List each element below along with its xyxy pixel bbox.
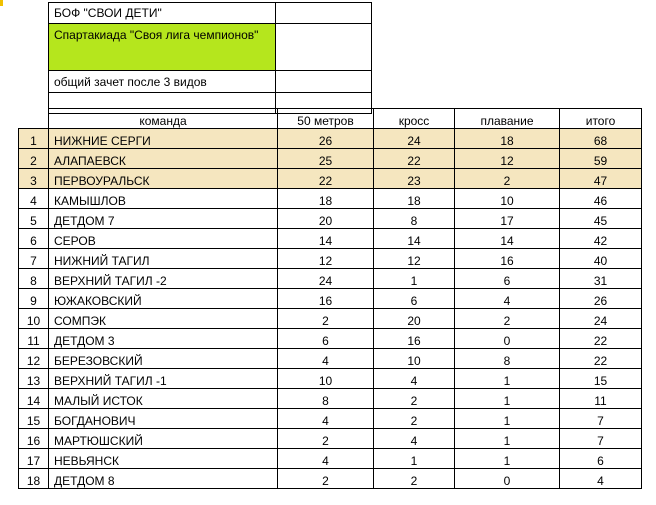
swim-cell[interactable]: 1 (455, 389, 560, 409)
team-cell[interactable]: НИЖНИЙ ТАГИЛ (49, 249, 278, 269)
standings-subtitle[interactable]: общий зачет после 3 видов (49, 71, 276, 93)
team-cell[interactable]: ВЕРХНИЙ ТАГИЛ -2 (49, 269, 278, 289)
team-cell[interactable]: ЮЖАКОВСКИЙ (49, 289, 278, 309)
header-block (48, 2, 372, 114)
cross-cell[interactable]: 24 (374, 129, 455, 149)
swim-cell[interactable]: 1 (455, 369, 560, 389)
m50-cell[interactable]: 10 (278, 369, 374, 389)
swim-column-header[interactable]: плавание (455, 109, 560, 129)
empty-cell[interactable] (276, 24, 372, 71)
event-title[interactable]: Спартакиада "Своя лига чемпионов" (49, 24, 276, 71)
cross-cell[interactable]: 4 (374, 369, 455, 389)
cross-cell[interactable]: 12 (374, 249, 455, 269)
total-cell[interactable]: 22 (560, 349, 642, 369)
rank-cell[interactable]: 10 (19, 309, 49, 329)
table-row (19, 389, 642, 409)
rank-cell[interactable]: 16 (19, 429, 49, 449)
rank-cell[interactable]: 17 (19, 449, 49, 469)
m50-cell[interactable]: 2 (278, 469, 374, 489)
team-cell[interactable]: БЕРЕЗОВСКИЙ (49, 349, 278, 369)
team-cell[interactable]: СОМПЭК (49, 309, 278, 329)
swim-cell[interactable]: 14 (455, 229, 560, 249)
m50-cell[interactable]: 22 (278, 169, 374, 189)
rank-cell[interactable]: 14 (19, 389, 49, 409)
total-cell[interactable]: 68 (560, 129, 642, 149)
rank-cell[interactable]: 12 (19, 349, 49, 369)
table-row (19, 309, 642, 329)
total-cell[interactable]: 26 (560, 289, 642, 309)
m50-cell[interactable]: 2 (278, 309, 374, 329)
swim-cell[interactable]: 1 (455, 409, 560, 429)
team-cell[interactable]: ПЕРВОУРАЛЬСК (49, 169, 278, 189)
m50-cell[interactable]: 20 (278, 209, 374, 229)
cross-cell[interactable]: 2 (374, 469, 455, 489)
cross-cell[interactable]: 1 (374, 449, 455, 469)
swim-cell[interactable]: 12 (455, 149, 560, 169)
swim-cell[interactable]: 0 (455, 469, 560, 489)
swim-cell[interactable]: 6 (455, 269, 560, 289)
cross-cell[interactable]: 20 (374, 309, 455, 329)
total-cell[interactable]: 45 (560, 209, 642, 229)
cross-cell[interactable]: 2 (374, 389, 455, 409)
team-cell[interactable]: НИЖНИЕ СЕРГИ (49, 129, 278, 149)
table-row (19, 369, 642, 389)
m50-cell[interactable]: 4 (278, 349, 374, 369)
cross-cell[interactable]: 14 (374, 229, 455, 249)
team-cell[interactable]: НЕВЬЯНСК (49, 449, 278, 469)
cross-cell[interactable]: 6 (374, 289, 455, 309)
table-row (19, 149, 642, 169)
cross-cell[interactable]: 22 (374, 149, 455, 169)
total-cell[interactable]: 47 (560, 169, 642, 189)
table-row (19, 209, 642, 229)
cross-cell[interactable]: 2 (374, 409, 455, 429)
rank-cell[interactable]: 18 (19, 469, 49, 489)
rank-cell[interactable]: 6 (19, 229, 49, 249)
table-row (19, 429, 642, 449)
rank-cell[interactable]: 13 (19, 369, 49, 389)
rank-cell[interactable]: 11 (19, 329, 49, 349)
table-row (19, 469, 642, 489)
org-title[interactable]: БОФ "СВОИ ДЕТИ" (49, 3, 276, 24)
rank-cell[interactable]: 5 (19, 209, 49, 229)
m50-column-header[interactable]: 50 метров (278, 109, 374, 129)
total-cell[interactable]: 6 (560, 449, 642, 469)
m50-cell[interactable]: 26 (278, 129, 374, 149)
total-cell[interactable]: 24 (560, 309, 642, 329)
team-cell[interactable]: ВЕРХНИЙ ТАГИЛ -1 (49, 369, 278, 389)
team-cell[interactable]: МАЛЫЙ ИСТОК (49, 389, 278, 409)
swim-cell[interactable]: 8 (455, 349, 560, 369)
m50-cell[interactable]: 14 (278, 229, 374, 249)
total-cell[interactable]: 11 (560, 389, 642, 409)
swim-cell[interactable]: 2 (455, 309, 560, 329)
table-row (19, 349, 642, 369)
swim-cell[interactable]: 10 (455, 189, 560, 209)
m50-cell[interactable]: 8 (278, 389, 374, 409)
rank-cell[interactable]: 4 (19, 189, 49, 209)
total-cell[interactable]: 42 (560, 229, 642, 249)
swim-cell[interactable]: 0 (455, 329, 560, 349)
total-cell[interactable]: 15 (560, 369, 642, 389)
table-row (19, 409, 642, 429)
team-cell[interactable]: БОГДАНОВИЧ (49, 409, 278, 429)
table-row (19, 229, 642, 249)
rank-cell[interactable]: 1 (19, 129, 49, 149)
total-cell[interactable]: 7 (560, 409, 642, 429)
team-cell[interactable]: ДЕТДОМ 3 (49, 329, 278, 349)
swim-cell[interactable]: 1 (455, 429, 560, 449)
total-cell[interactable]: 46 (560, 189, 642, 209)
team-cell[interactable]: ДЕТДОМ 8 (49, 469, 278, 489)
team-column-header[interactable]: команда (49, 109, 278, 129)
team-cell[interactable]: КАМЫШЛОВ (49, 189, 278, 209)
cell-corner-marker (0, 0, 3, 6)
empty-cell[interactable] (276, 71, 372, 93)
total-cell[interactable]: 22 (560, 329, 642, 349)
empty-cell[interactable] (276, 3, 372, 24)
table-row (19, 289, 642, 309)
team-cell[interactable]: СЕРОВ (49, 229, 278, 249)
table-header-row (19, 109, 642, 129)
swim-cell[interactable]: 16 (455, 249, 560, 269)
rank-cell[interactable]: 15 (19, 409, 49, 429)
rank-cell[interactable]: 7 (19, 249, 49, 269)
table-row (19, 329, 642, 349)
swim-cell[interactable]: 17 (455, 209, 560, 229)
m50-cell[interactable]: 24 (278, 269, 374, 289)
total-cell[interactable]: 4 (560, 469, 642, 489)
cross-cell[interactable]: 1 (374, 269, 455, 289)
table-row (19, 269, 642, 289)
swim-cell[interactable]: 2 (455, 169, 560, 189)
table-row (19, 449, 642, 469)
m50-cell[interactable]: 25 (278, 149, 374, 169)
table-row (19, 169, 642, 189)
m50-cell[interactable]: 4 (278, 449, 374, 469)
total-cell[interactable]: 40 (560, 249, 642, 269)
team-cell[interactable]: ДЕТДОМ 7 (49, 209, 278, 229)
swim-cell[interactable]: 4 (455, 289, 560, 309)
rank-header (19, 109, 49, 129)
swim-cell[interactable]: 18 (455, 129, 560, 149)
m50-cell[interactable]: 4 (278, 409, 374, 429)
m50-cell[interactable]: 6 (278, 329, 374, 349)
team-cell[interactable]: МАРТЮШСКИЙ (49, 429, 278, 449)
rank-cell[interactable]: 3 (19, 169, 49, 189)
team-cell[interactable]: АЛАПАЕВСК (49, 149, 278, 169)
m50-cell[interactable]: 18 (278, 189, 374, 209)
swim-cell[interactable]: 1 (455, 449, 560, 469)
rank-cell[interactable]: 8 (19, 269, 49, 289)
cross-cell[interactable]: 8 (374, 209, 455, 229)
cross-cell[interactable]: 23 (374, 169, 455, 189)
total-cell[interactable]: 59 (560, 149, 642, 169)
standings-table (18, 108, 642, 489)
total-cell[interactable]: 7 (560, 429, 642, 449)
cross-cell[interactable]: 16 (374, 329, 455, 349)
m50-cell[interactable]: 16 (278, 289, 374, 309)
cross-cell[interactable]: 10 (374, 349, 455, 369)
m50-cell[interactable]: 12 (278, 249, 374, 269)
rank-cell[interactable]: 9 (19, 289, 49, 309)
table-row (19, 189, 642, 209)
cross-cell[interactable]: 4 (374, 429, 455, 449)
cross-cell[interactable]: 18 (374, 189, 455, 209)
table-row (19, 249, 642, 269)
table-body (19, 129, 642, 489)
rank-cell[interactable]: 2 (19, 149, 49, 169)
total-cell[interactable]: 31 (560, 269, 642, 289)
total-column-header[interactable]: итого (560, 109, 642, 129)
m50-cell[interactable]: 2 (278, 429, 374, 449)
table-row (19, 129, 642, 149)
cross-column-header[interactable]: кросс (374, 109, 455, 129)
